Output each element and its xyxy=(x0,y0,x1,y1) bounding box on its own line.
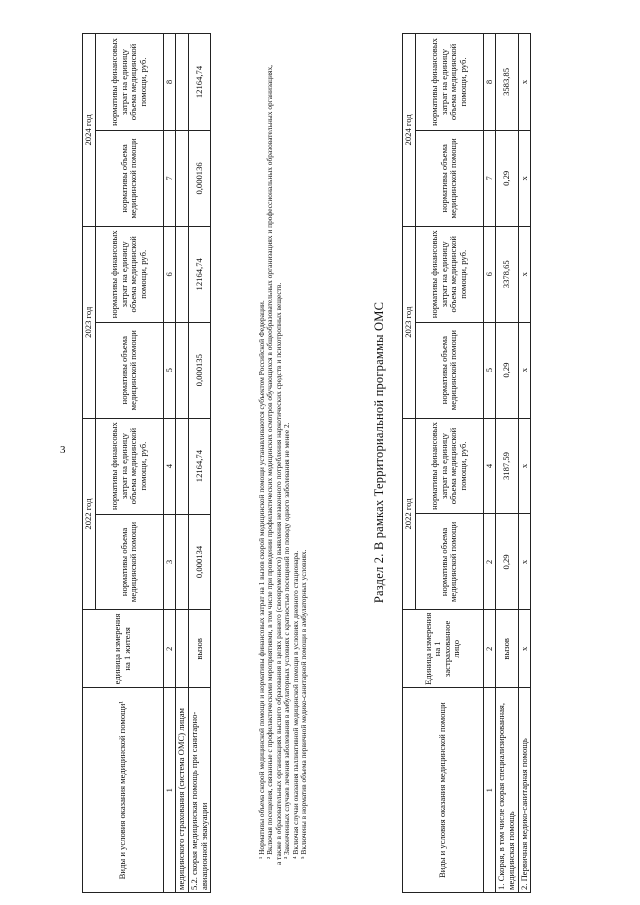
page-number: 3 xyxy=(60,444,66,456)
column-number: 2 xyxy=(163,610,176,688)
column-number: 5 xyxy=(163,322,176,418)
column-header-kind: Виды и условия оказания медицинской помощи¹ xyxy=(83,688,164,893)
table-row xyxy=(188,34,210,893)
table-row xyxy=(176,34,189,893)
cost-value: х xyxy=(518,418,531,514)
column-number: 4 xyxy=(483,418,496,514)
table-row xyxy=(496,34,518,893)
column-number: 7 xyxy=(483,130,496,226)
column-number: 2 xyxy=(483,610,496,688)
column-number: 7 xyxy=(163,130,176,226)
volume-value: 0,000136 xyxy=(188,130,210,226)
year-header: 2022 год xyxy=(83,418,96,610)
volume-value: 0,29 xyxy=(496,130,518,226)
column-header-unit: Единица измерения на 1 застрахованное лицо xyxy=(403,610,484,688)
section-row-label: медицинского страхования (система ОМС) лицам xyxy=(176,688,189,893)
column-number-row xyxy=(163,34,176,893)
volume-value: х xyxy=(518,130,531,226)
volume-value: х xyxy=(518,322,531,418)
cost-header: нормативы финансовых затрат на единицу объема медицинской помощи, руб. xyxy=(415,418,483,514)
row-name: 2. Первичная медико-санитарная помощь xyxy=(518,688,531,893)
column-number-row xyxy=(483,34,496,893)
cost-header: нормативы финансовых затрат на единицу объема медицинской помощи, руб. xyxy=(415,226,483,322)
column-header-unit: единица измерения на 1 жителя xyxy=(83,610,164,688)
footnote: ² Включая посещения, связанные с профилактическими мероприятиями, в том числе при проведении профилактических медицинских осмотров обучающихся в общеобразовательных организациях и профессиональных образовательных организациях, а также в образовательных организациях высшего образования в целях раннего (своевременного) выявления незаконного потребления наркотических средств и психотропных веществ. xyxy=(265,65,283,865)
column-number: 4 xyxy=(163,418,176,514)
column-header-kind: Виды и условия оказания медицинской помощи xyxy=(403,688,484,893)
section-title: Раздел 2. В рамках Территориальной программы ОМС xyxy=(372,301,386,604)
volume-header: нормативы объема медицинской помощи xyxy=(95,322,163,418)
volume-header: нормативы объема медицинской помощи xyxy=(95,514,163,610)
volume-value: 0,29 xyxy=(496,514,518,610)
year-header: 2024 год xyxy=(403,34,416,227)
footnote: ¹ Нормативы объема скорой медицинской помощи и нормативы финансовых затрат на 1 вызов скорой медицинской помощи устанавливаются субъектом Российской Федерации. xyxy=(257,300,266,859)
volume-value: 0,000135 xyxy=(188,322,210,418)
normatives-table-1 xyxy=(82,33,211,893)
volume-value: 0,000134 xyxy=(188,514,210,610)
footnote: ⁴ Включая случаи оказания паллиативной медицинской помощи в условиях дневного стационара. xyxy=(290,550,300,859)
cost-value: 12164,74 xyxy=(188,418,210,514)
column-number: 5 xyxy=(483,322,496,418)
column-number: 6 xyxy=(483,226,496,322)
row-name: 1. Скорая, в том числе скорая специализированная, медицинская помощь xyxy=(496,688,518,893)
cost-value: х xyxy=(518,34,531,131)
year-header: 2022 год xyxy=(403,418,416,610)
table-row xyxy=(518,34,531,893)
footnote: ⁵ Включены в норматив объема первичной медико-санитарной помощи в амбулаторных условиях. xyxy=(299,549,309,859)
year-header: 2023 год xyxy=(403,226,416,418)
cost-header: нормативы финансовых затрат на единицу объема медицинской помощи, руб. xyxy=(95,226,163,322)
table-header-row xyxy=(403,34,416,893)
cost-value: 3583,85 xyxy=(496,34,518,131)
column-number: 1 xyxy=(163,688,176,893)
year-header: 2024 год xyxy=(83,34,96,227)
row-unit: вызов xyxy=(188,610,210,688)
year-header: 2023 год xyxy=(83,226,96,418)
volume-header: нормативы объема медицинской помощи xyxy=(415,322,483,418)
row-unit: х xyxy=(518,610,531,688)
cost-header: нормативы финансовых затрат на единицу объема медицинской помощи, руб. xyxy=(415,34,483,131)
column-number: 8 xyxy=(483,34,496,131)
volume-value: х xyxy=(518,514,531,610)
volume-header: нормативы объема медицинской помощи xyxy=(415,514,483,610)
row-unit: вызов xyxy=(496,610,518,688)
volume-header: нормативы объема медицинской помощи xyxy=(415,130,483,226)
footnotes xyxy=(258,65,309,865)
cost-header: нормативы финансовых затрат на единицу объема медицинской помощи, руб. xyxy=(95,34,163,131)
normatives-table-2 xyxy=(402,33,531,893)
column-number: 3 xyxy=(163,514,176,610)
cost-header: нормативы финансовых затрат на единицу объема медицинской помощи, руб. xyxy=(95,418,163,514)
cost-value: 12164,74 xyxy=(188,226,210,322)
cost-value: 3378,65 xyxy=(496,226,518,322)
column-number: 6 xyxy=(163,226,176,322)
column-number: 8 xyxy=(163,34,176,131)
column-number: 1 xyxy=(483,688,496,893)
table-header-row xyxy=(83,34,96,893)
volume-header: нормативы объема медицинской помощи xyxy=(95,130,163,226)
footnote: ³ Законченных случаев лечения заболевания в амбулаторных условиях с кратностью посещений по поводу одного заболевания не менее 2. xyxy=(282,422,292,859)
cost-value: 3187,59 xyxy=(496,418,518,514)
row-name: 5.2. скорая медицинская помощь при санитарно-авиационной эвакуации xyxy=(188,688,210,893)
cost-value: х xyxy=(518,226,531,322)
cost-value: 12164,74 xyxy=(188,34,210,131)
volume-value: 0,29 xyxy=(496,322,518,418)
column-number: 2 xyxy=(483,514,496,610)
